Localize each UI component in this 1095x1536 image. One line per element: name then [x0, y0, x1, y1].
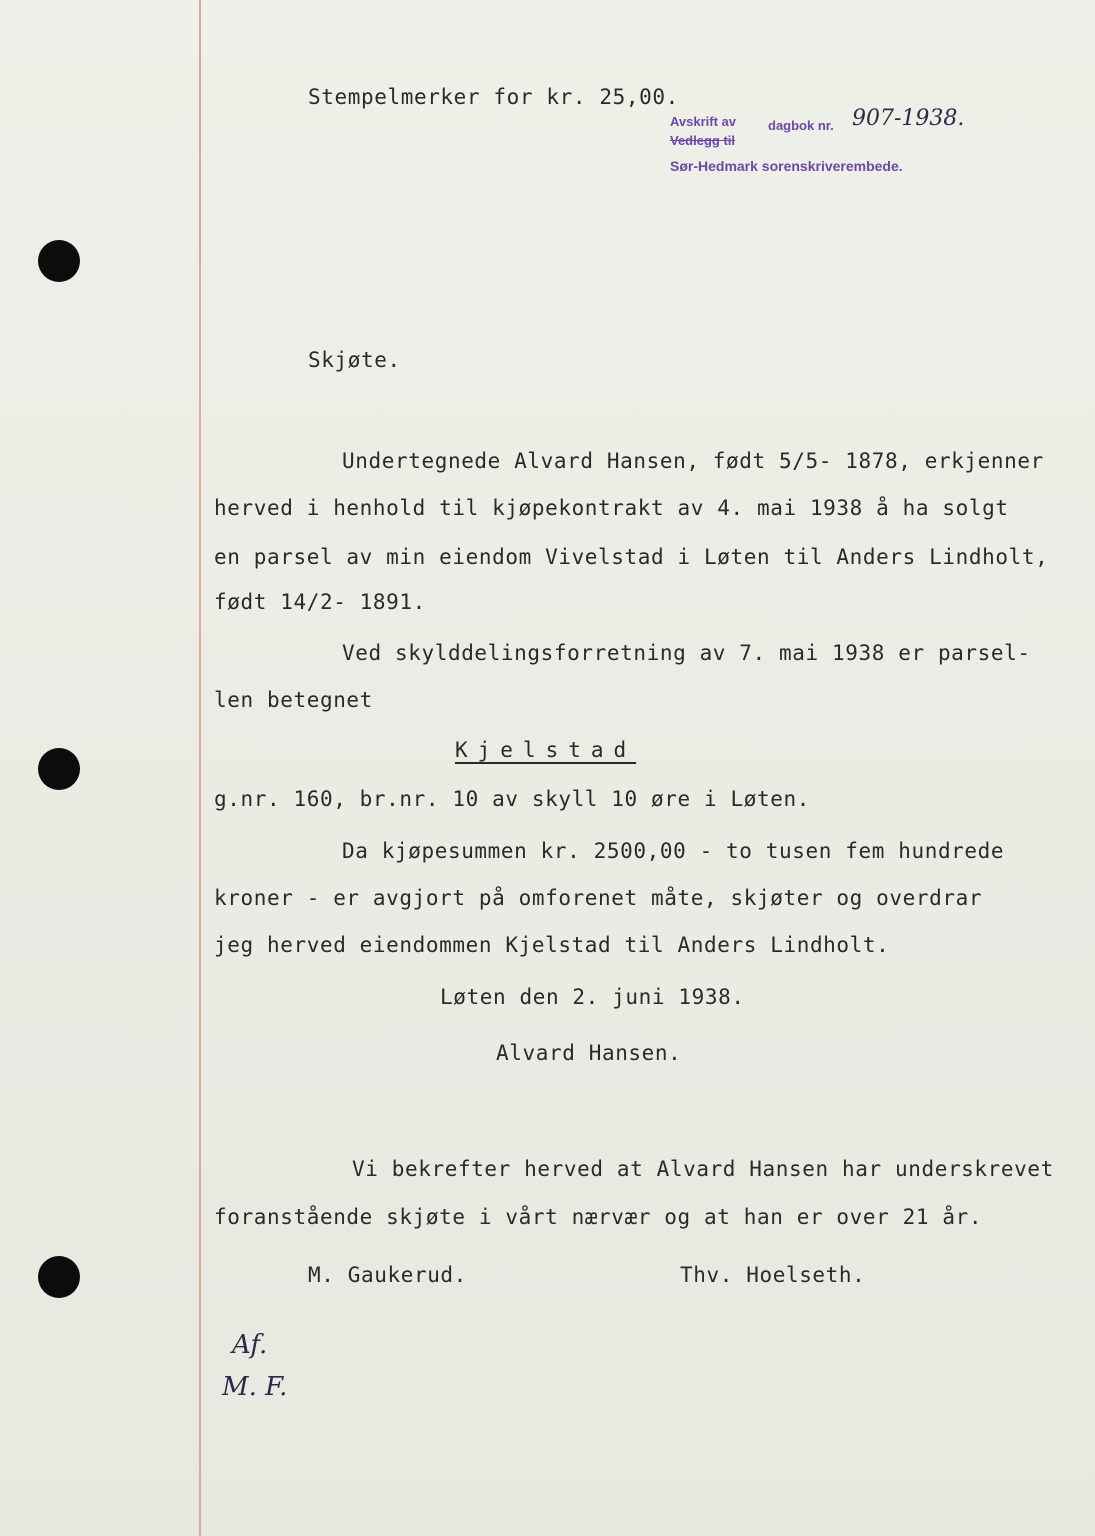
punch-hole-middle	[38, 748, 80, 790]
stamp-dagbok: dagbok nr.	[768, 118, 834, 133]
stamp-court-office: Sør-Hedmark sorenskriverembede.	[670, 158, 903, 174]
stamp-vedlegg: Vedlegg til	[670, 133, 736, 148]
punch-hole-top	[38, 240, 80, 282]
paragraph1-line1: Undertegnede Alvard Hansen, født 5/5- 1878, erkjenner	[342, 449, 1044, 473]
journal-number: 907-1938.	[852, 106, 965, 131]
witness-statement-line1: Vi bekrefter herved at Alvard Hansen har underskrevet	[352, 1157, 1054, 1181]
paragraph3-line2: kroner - er avgjort på omforenet måte, skjøter og overdrar	[214, 886, 983, 910]
paragraph3-line3: jeg herved eiendommen Kjelstad til Anders Lindholt.	[214, 933, 890, 957]
paragraph1-line2: herved i henhold til kjøpekontrakt av 4. mai 1938 å ha solgt	[214, 496, 1009, 520]
punch-hole-bottom	[38, 1256, 80, 1298]
place-date: Løten den 2. juni 1938.	[440, 985, 745, 1009]
document-title: Skjøte.	[308, 348, 401, 372]
property-details: g.nr. 160, br.nr. 10 av skyll 10 øre i Løten.	[214, 787, 810, 811]
stamp-tax-line: Stempelmerker for kr. 25,00.	[308, 85, 679, 109]
handwritten-initial-1: Af.	[232, 1330, 268, 1360]
paragraph1-line3: en parsel av min eiendom Vivelstad i Løten til Anders Lindholt,	[214, 545, 1049, 569]
paragraph3-line1: Da kjøpesummen kr. 2500,00 - to tusen fem hundrede	[342, 839, 1005, 863]
property-name: Kjelstad	[455, 738, 637, 762]
stamp-avskrift: Avskrift av	[670, 114, 736, 129]
paragraph2-line1: Ved skylddelingsforretning av 7. mai 1938 er parsel-	[342, 641, 1031, 665]
paragraph1-line4: født 14/2- 1891.	[214, 590, 426, 614]
handwritten-initial-2: M. F.	[222, 1372, 288, 1402]
paragraph2-line2: len betegnet	[214, 688, 373, 712]
signer-name: Alvard Hansen.	[496, 1041, 682, 1065]
witness2-name: Thv. Hoelseth.	[680, 1263, 866, 1287]
witness-statement-line2: foranstående skjøte i vårt nærvær og at han er over 21 år.	[214, 1205, 983, 1229]
margin-line	[199, 0, 201, 1536]
witness1-name: M. Gaukerud.	[308, 1263, 467, 1287]
